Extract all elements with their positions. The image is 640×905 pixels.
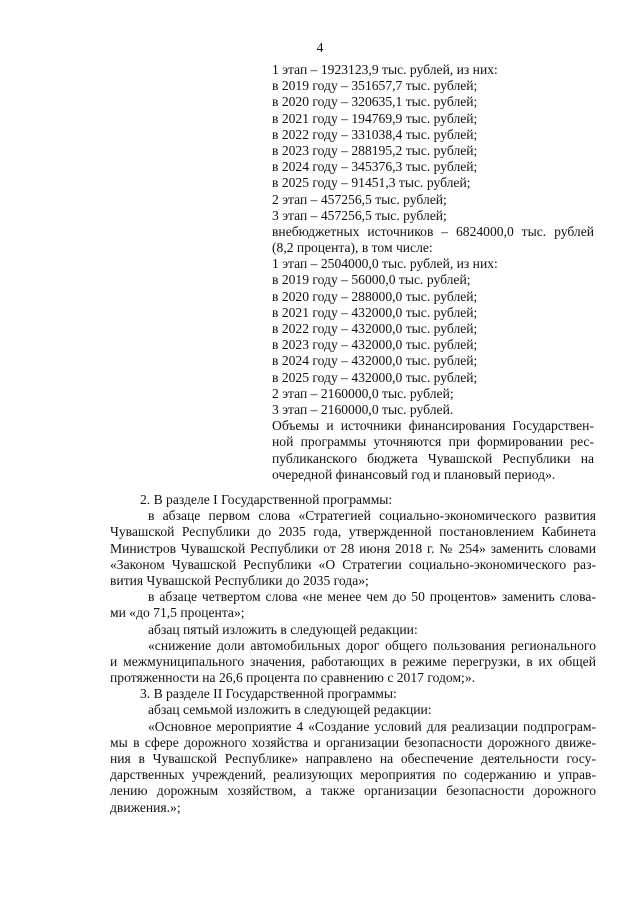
funding-line: в 2019 году – 351657,7 тыс. рублей; — [272, 78, 478, 94]
funding-line: Объемы и источники финансирования Государствен- — [272, 418, 594, 434]
body-line: протяженности на 26,6 процента по сравнению с 2017 годом;». — [110, 670, 476, 686]
body-line: абзац пятый изложить в следующей редакции: — [148, 621, 418, 637]
body-line: ми «до 71,5 процента»; — [110, 605, 245, 621]
body-line: «Основное мероприятие 4 «Создание условий для реализации подпрограм- — [148, 718, 596, 734]
body-line: в абзаце четвертом слова «не менее чем до 50 процентов» заменить слова- — [148, 589, 596, 605]
body-line: «Законом Чувашской Республики «О Стратегии социально-экономического раз- — [110, 556, 596, 572]
body-line: ния в Чувашской Республике» направлено на обеспечение деятельности госу- — [110, 751, 596, 766]
funding-line: в 2024 году – 345376,3 тыс. рублей; — [272, 159, 478, 175]
funding-line: ной программы уточняются при формировании рес- — [272, 434, 594, 450]
body-line: «снижение доли автомобильных дорог общего пользования регионального — [148, 637, 596, 653]
funding-line: в 2020 году – 288000,0 тыс. рублей; — [272, 288, 478, 304]
document-body — [110, 492, 596, 816]
funding-line: в 2022 году – 331038,4 тыс. рублей; — [272, 126, 478, 142]
funding-line: в 2023 году – 432000,0 тыс. рублей; — [272, 337, 478, 353]
funding-line: в 2025 году – 432000,0 тыс. рублей; — [272, 369, 478, 385]
body-line: Министров Чувашской Республики от 28 июня 2018 г. № 254» заменить словами — [110, 540, 596, 556]
page-number: 4 — [316, 40, 324, 55]
body-line: в абзаце первом слова «Стратегией социально-экономического развития — [148, 508, 596, 524]
body-line: абзац семьмой изложить в следующей редакции: — [148, 702, 432, 718]
funding-line: 3 этап – 2160000,0 тыс. рублей. — [272, 401, 454, 417]
funding-line: в 2023 году – 288195,2 тыс. рублей; — [272, 142, 478, 158]
body-line: движения.»; — [110, 799, 181, 815]
funding-line: (8,2 процента), в том числе: — [272, 240, 433, 256]
funding-line: 1 этап – 2504000,0 тыс. рублей, из них: — [272, 256, 498, 272]
funding-block — [272, 62, 594, 483]
funding-line: в 2024 году – 432000,0 тыс. рублей; — [272, 353, 478, 369]
body-line: вития Чувашской Республики до 2035 года»; — [110, 572, 369, 588]
funding-line: в 2019 году – 56000,0 тыс. рублей; — [272, 272, 471, 288]
funding-line: очередной финансовый год и плановый период». — [272, 466, 556, 482]
body-line: мы в сфере дорожного хозяйства и организации безопасности дорожного движе- — [110, 734, 596, 750]
funding-line: внебюджетных источников – 6824000,0 тыс. рублей — [272, 223, 594, 239]
body-line: лению дорожным хозяйством, а также организации безопасности дорожного — [110, 783, 596, 799]
funding-line: в 2020 году – 320635,1 тыс. рублей; — [272, 94, 478, 110]
funding-line: публиканского бюджета Чувашской Республики на — [272, 450, 594, 466]
funding-line: в 2021 году – 194769,9 тыс. рублей; — [272, 110, 478, 126]
funding-line: в 2025 году – 91451,3 тыс. рублей; — [272, 175, 471, 191]
section-heading: 3. В разделе II Государственной программы: — [140, 686, 397, 702]
funding-line: 2 этап – 457256,5 тыс. рублей; — [272, 191, 447, 207]
funding-line: 3 этап – 457256,5 тыс. рублей; — [272, 207, 447, 223]
funding-line: 2 этап – 2160000,0 тыс. рублей; — [272, 385, 454, 401]
funding-line: 1 этап – 1923123,9 тыс. рублей, из них: — [272, 62, 498, 77]
section-heading: 2. В разделе I Государственной программы: — [140, 492, 393, 507]
funding-line: в 2021 году – 432000,0 тыс. рублей; — [272, 304, 478, 320]
body-line: и межмуниципального значения, работающих в режиме перегрузки, в их общей — [110, 653, 596, 669]
funding-line: в 2022 году – 432000,0 тыс. рублей; — [272, 321, 478, 336]
body-line: дарственных учреждений, реализующих мероприятия по содержанию и управ- — [110, 767, 596, 783]
body-line: Чувашской Республики до 2035 года, утвержденной постановлением Кабинета — [110, 524, 596, 540]
